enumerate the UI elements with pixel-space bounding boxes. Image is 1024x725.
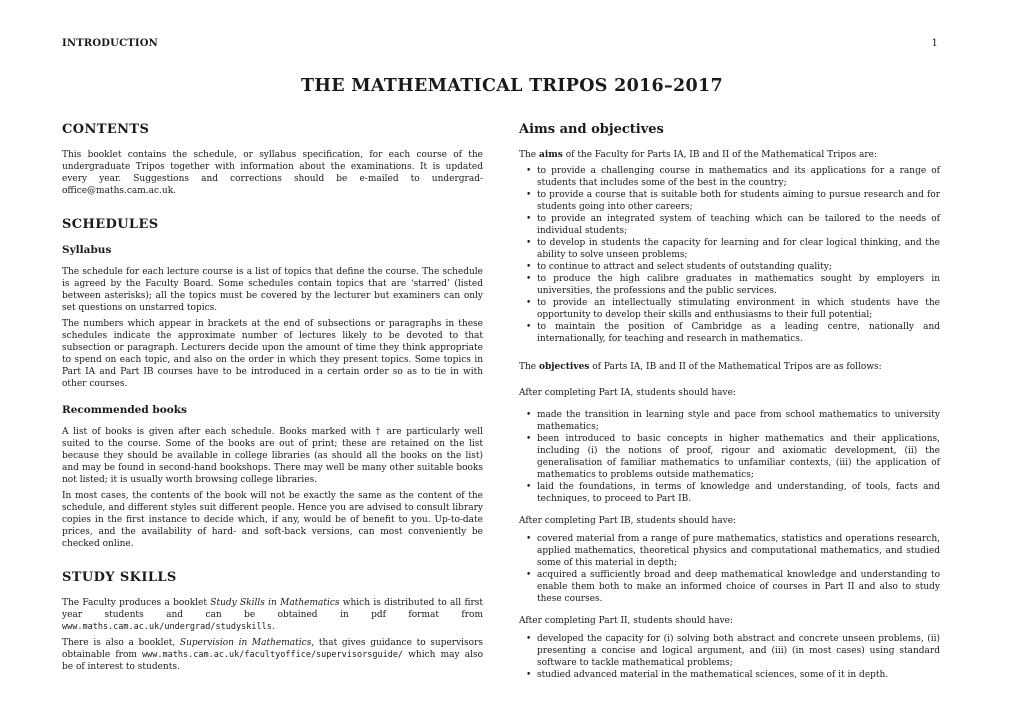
list-item: • to continue to attract and select students of outstanding quality; — [526, 262, 832, 272]
list-item-text: developed the capacity for (i) solving both abstract and concrete unseen problems, (ii) presenting a concise and logical argument, and (iii) (in most cases) using standard software to tackle mathematical problems; — [537, 634, 940, 668]
part-ia-intro: After completing Part IA, students should have: — [519, 388, 736, 398]
aims-intro — [519, 149, 940, 161]
list-item: • acquired a sufficiently broad and deep mathematical knowledge and understanding to enable them both to make an informed choice of courses in Part II and also to study these courses. — [526, 570, 940, 604]
text-run: which is distributed to all first year students and can be obtained in pdf format from — [62, 598, 484, 620]
list-item-text: to provide an integrated system of teaching which can be tailored to the needs of individual students; — [537, 214, 940, 236]
text-run: There is also a booklet, — [62, 638, 180, 648]
books-paragraph-2: In most cases, the contents of the book will not be exactly the same as the content of the schedule, and different styles suit different people. Hence you are advised to consult library copies in the first instance to decide which, if any, would be of benefit to you. Up-to-date prices, and the availability of hard- and soft-back versions, can most conveniently be checked online. — [62, 491, 483, 549]
text-run: The Faculty produces a booklet — [62, 598, 211, 608]
part-ib-list — [519, 533, 940, 605]
list-item-text: made the transition in learning style and pace from school mathematics to university mathematics; — [537, 410, 940, 432]
document-title: THE MATHEMATICAL TRIPOS 2016–2017 — [301, 76, 723, 96]
list-item-text: to produce the high calibre graduates in mathematics sought by employers in universities, the professions and the public services. — [537, 274, 940, 296]
right-column — [519, 122, 940, 687]
list-item-text: to maintain the position of Cambridge as a leading centre, nationally and internationally, for teaching and research in mathematics. — [537, 322, 940, 344]
list-item-text: covered material from a range of pure mathematics, statistics and operations research, applied mathematics, theoretical physics and computational mathematics, and studied some of this material in depth; — [537, 534, 940, 568]
running-title: INTRODUCTION — [62, 38, 159, 49]
list-item-text: to develop in students the capacity for learning and for clear logical thinking, and the ability to solve unseen problems; — [537, 238, 940, 260]
left-column — [62, 122, 483, 677]
text-run: . — [271, 622, 275, 632]
aims-list — [519, 165, 940, 345]
list-item: • covered material from a range of pure mathematics, statistics and operations research, applied mathematics, theoretical physics and computational mathematics, and studied some of this material in depth; — [526, 534, 940, 568]
list-item-text: to provide a challenging course in mathematics and its applications for a range of students that includes some of the best in the country; — [537, 166, 940, 188]
list-item-text: to continue to attract and select students of outstanding quality; — [537, 262, 832, 272]
text-run: of the Faculty for Parts IA, IB and II of the Mathematical Tripos are: — [562, 150, 878, 160]
recommended-books-heading: Recommended books — [62, 404, 187, 416]
study-skills-url[interactable]: www.maths.cam.ac.uk/undergrad/studyskills — [62, 622, 272, 632]
study-skills-heading: STUDY SKILLS — [62, 570, 177, 585]
list-item: • developed the capacity for (i) solving both abstract and concrete unseen problems, (ii) presenting a concise and logical argument, and (iii) (in most cases) using standard software to tackle mathematical problems; — [526, 634, 940, 668]
books-paragraph-1: A list of books is given after each schedule. Books marked with † are particularly well suited to the course. Some of the books are out of print; these are retained on the list because they should be available in college libraries (as should all the books on the list) and may be found in second-hand bookshops. There may well be many other suitable books not listed; it is usually worth browsing college libraries. — [62, 427, 483, 485]
text-run: of Parts IA, IB and II of the Mathematical Tripos are as follows: — [589, 362, 882, 372]
text-run: , that gives guidance to supervisors obtainable from — [62, 638, 484, 660]
study-skills-paragraph-2 — [62, 637, 483, 673]
contents-paragraph: This booklet contains the schedule, or syllabus specification, for each course of the undergraduate Tripos together with information about the examinations. It is updated every year. Suggestions and corrections should be e-mailed to undergrad-office@maths.cam.ac.uk. — [62, 150, 483, 196]
part-ii-list — [519, 633, 940, 681]
list-item: • to produce the high calibre graduates in mathematics sought by employers in universities, the professions and the public services. — [526, 274, 940, 296]
list-item: • to maintain the position of Cambridge as a leading centre, nationally and internationally, for teaching and research in mathematics. — [526, 322, 940, 344]
part-ib-intro: After completing Part IB, students should have: — [519, 516, 737, 526]
running-header — [62, 38, 938, 49]
list-item: • to provide a challenging course in mathematics and its applications for a range of students that includes some of the best in the country; — [526, 166, 940, 188]
text-run: which may also be of interest to students. — [62, 650, 483, 672]
contents-heading: CONTENTS — [62, 122, 150, 137]
study-skills-booklet-title: Study Skills in Mathematics — [210, 598, 340, 608]
syllabus-paragraph-1: The schedule for each lecture course is a list of topics that define the course. The schedule is agreed by the Faculty Board. Some schedules contain topics that are ‘starred’ (listed between asterisks); all the topics must be covered by the lecturer but examiners can only set questions on unstarred topics. — [62, 267, 483, 313]
list-item-text: to provide a course that is suitable both for students aiming to pursue research and for students going into other careers; — [537, 190, 940, 212]
list-item: • laid the foundations, in terms of knowledge and understanding, of tools, facts and techniques, to proceed to Part IB. — [526, 482, 940, 504]
part-ii-intro: After completing Part II, students should have: — [519, 616, 734, 626]
list-item-text: been introduced to basic concepts in higher mathematics and their applications, including (i) the notions of proof, rigour and axiomatic development, (ii) the generalisation of familiar mathematics to unfamiliar contexts, (iii) the application of mathematics to problems outside mathematics; — [537, 434, 940, 480]
list-item: • studied advanced material in the mathematical sciences, some of it in depth. — [526, 670, 889, 680]
aims-objectives-heading: Aims and objectives — [519, 122, 664, 137]
list-item: • to develop in students the capacity for learning and for clear logical thinking, and the ability to solve unseen problems; — [526, 238, 940, 260]
study-skills-paragraph-1 — [62, 597, 483, 633]
page-number: 1 — [931, 38, 938, 49]
list-item: • been introduced to basic concepts in higher mathematics and their applications, including (i) the notions of proof, rigour and axiomatic development, (ii) the generalisation of familiar mathematics to unfamiliar contexts, (iii) the application of mathematics to problems outside mathematics; — [526, 434, 940, 480]
syllabus-heading: Syllabus — [62, 244, 112, 256]
list-item: • to provide an intellectually stimulating environment in which students have the opportunity to develop their skills and enthusiasms to their full potential; — [526, 298, 940, 320]
schedules-heading: SCHEDULES — [62, 217, 159, 232]
list-item: • to provide an integrated system of teaching which can be tailored to the needs of individual students; — [526, 214, 940, 236]
list-item-text: acquired a sufficiently broad and deep mathematical knowledge and understanding to enable them both to make an informed choice of courses in Part II and also to study these courses. — [537, 570, 940, 604]
objectives-word: objectives — [539, 362, 590, 372]
text-run: The — [519, 362, 539, 372]
objectives-intro — [519, 361, 940, 373]
supervisors-guide-url[interactable]: www.maths.cam.ac.uk/facultyoffice/supervisorsguide/ — [142, 650, 404, 660]
list-item-text: laid the foundations, in terms of knowledge and understanding, of tools, facts and techniques, to proceed to Part IB. — [537, 482, 940, 504]
part-ia-list — [519, 409, 940, 505]
supervision-booklet-title: Supervision in Mathematics — [179, 638, 312, 648]
list-item: • to provide a course that is suitable both for students aiming to pursue research and for students going into other careers; — [526, 190, 940, 212]
list-item-text: to provide an intellectually stimulating environment in which students have the opportunity to develop their skills and enthusiasms to their full potential; — [537, 298, 940, 320]
list-item-text: studied advanced material in the mathematical sciences, some of it in depth. — [537, 670, 889, 680]
list-item: • made the transition in learning style and pace from school mathematics to university mathematics; — [526, 410, 940, 432]
aims-word: aims — [539, 150, 563, 160]
text-run: The — [519, 150, 539, 160]
syllabus-paragraph-2: The numbers which appear in brackets at the end of subsections or paragraphs in these schedules indicate the approximate number of lectures likely to be devoted to that subsection or paragraph. Lecturers decide upon the amount of time they think appropriate to spend on each topic, and also on the order in which they present topics. Some topics in Part IA and Part IB courses have to be introduced in a certain order so as to tie in with other courses. — [62, 319, 483, 389]
